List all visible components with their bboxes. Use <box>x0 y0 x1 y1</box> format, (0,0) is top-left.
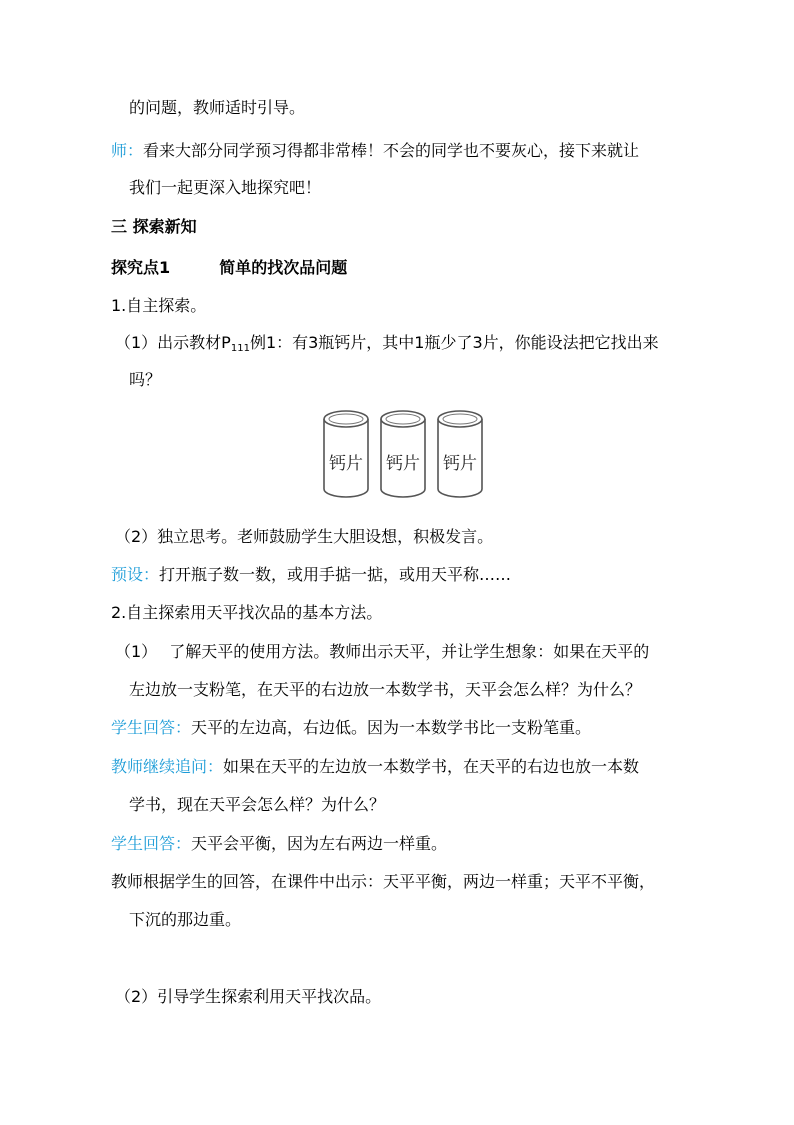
teacher-summary: 教师根据学生的回答，在课件中出示：天平平衡，两边一样重；天平不平衡， <box>111 872 656 891</box>
bottle <box>324 411 368 497</box>
answer-label: 学生回答： <box>111 718 192 737</box>
answer-text: 天平会平衡，因为左右两边一样重。 <box>191 834 448 853</box>
followup-text: 如果在天平的左边放一本数学书，在天平的右边也放一本数 <box>223 757 640 776</box>
bottle <box>438 411 482 497</box>
question-1-continuation: 吗？ <box>129 370 162 389</box>
explore-point-title: 简单的找次品问题 <box>219 258 348 277</box>
answer-label: 学生回答： <box>111 834 192 853</box>
question-2: （2）独立思考。老师鼓励学生大胆设想，积极发言。 <box>115 527 494 546</box>
bottle-label: 钙片 <box>329 454 363 474</box>
step-2: 2.自主探索用天平找次品的基本方法。 <box>111 603 383 622</box>
explore-point-heading <box>111 258 347 278</box>
teacher-line <box>111 141 639 161</box>
followup-label: 教师继续追问： <box>111 757 224 776</box>
item-number: （1） <box>115 642 158 661</box>
page-number-subscript: 111 <box>230 343 250 354</box>
question-1 <box>115 333 659 353</box>
student-answer-1 <box>111 718 591 738</box>
bottle-label: 钙片 <box>386 454 420 474</box>
question-1-text: 例1：有3瓶钙片，其中1瓶少了3片，你能设法把它找出来 <box>249 333 659 352</box>
preset-text: 打开瓶子数一数，或用手掂一掂，或用天平称…… <box>159 565 512 584</box>
answer-text: 天平的左边高，右边低。因为一本数学书比一支粉笔重。 <box>191 718 592 737</box>
teacher-line-continuation: 我们一起更深入地探究吧！ <box>129 178 322 197</box>
teacher-followup <box>111 757 639 777</box>
student-answer-2 <box>111 834 447 854</box>
bottle <box>381 411 425 497</box>
question-1-prefix: （1）出示教材P <box>115 333 231 352</box>
paragraph-continuation: 的问题，教师适时引导。 <box>129 98 306 117</box>
teacher-summary-continuation: 下沉的那边重。 <box>129 910 242 929</box>
step-2-item-1-continuation: 左边放一支粉笔，在天平的右边放一本数学书，天平会怎么样？为什么？ <box>129 680 642 699</box>
section-heading: 三 探索新知 <box>111 217 197 236</box>
preset-label: 预设： <box>111 565 160 584</box>
preset-line <box>111 565 511 585</box>
step-2-item-2: （2）引导学生探索利用天平找次品。 <box>115 987 382 1006</box>
calcium-bottles-figure <box>318 407 488 501</box>
teacher-followup-continuation: 学书，现在天平会怎么样？为什么？ <box>129 795 386 814</box>
bottle-label: 钙片 <box>443 454 477 474</box>
item-text: 了解天平的使用方法。教师出示天平，并让学生想象：如果在天平的 <box>169 642 650 661</box>
explore-point-label: 探究点1 <box>111 258 171 277</box>
step-1: 1.自主探索。 <box>111 296 207 315</box>
speaker-label: 师： <box>111 141 144 160</box>
teacher-text: 看来大部分同学预习得都非常棒！不会的同学也不要灰心，接下来就让 <box>143 141 640 160</box>
step-2-item-1 <box>115 642 649 662</box>
